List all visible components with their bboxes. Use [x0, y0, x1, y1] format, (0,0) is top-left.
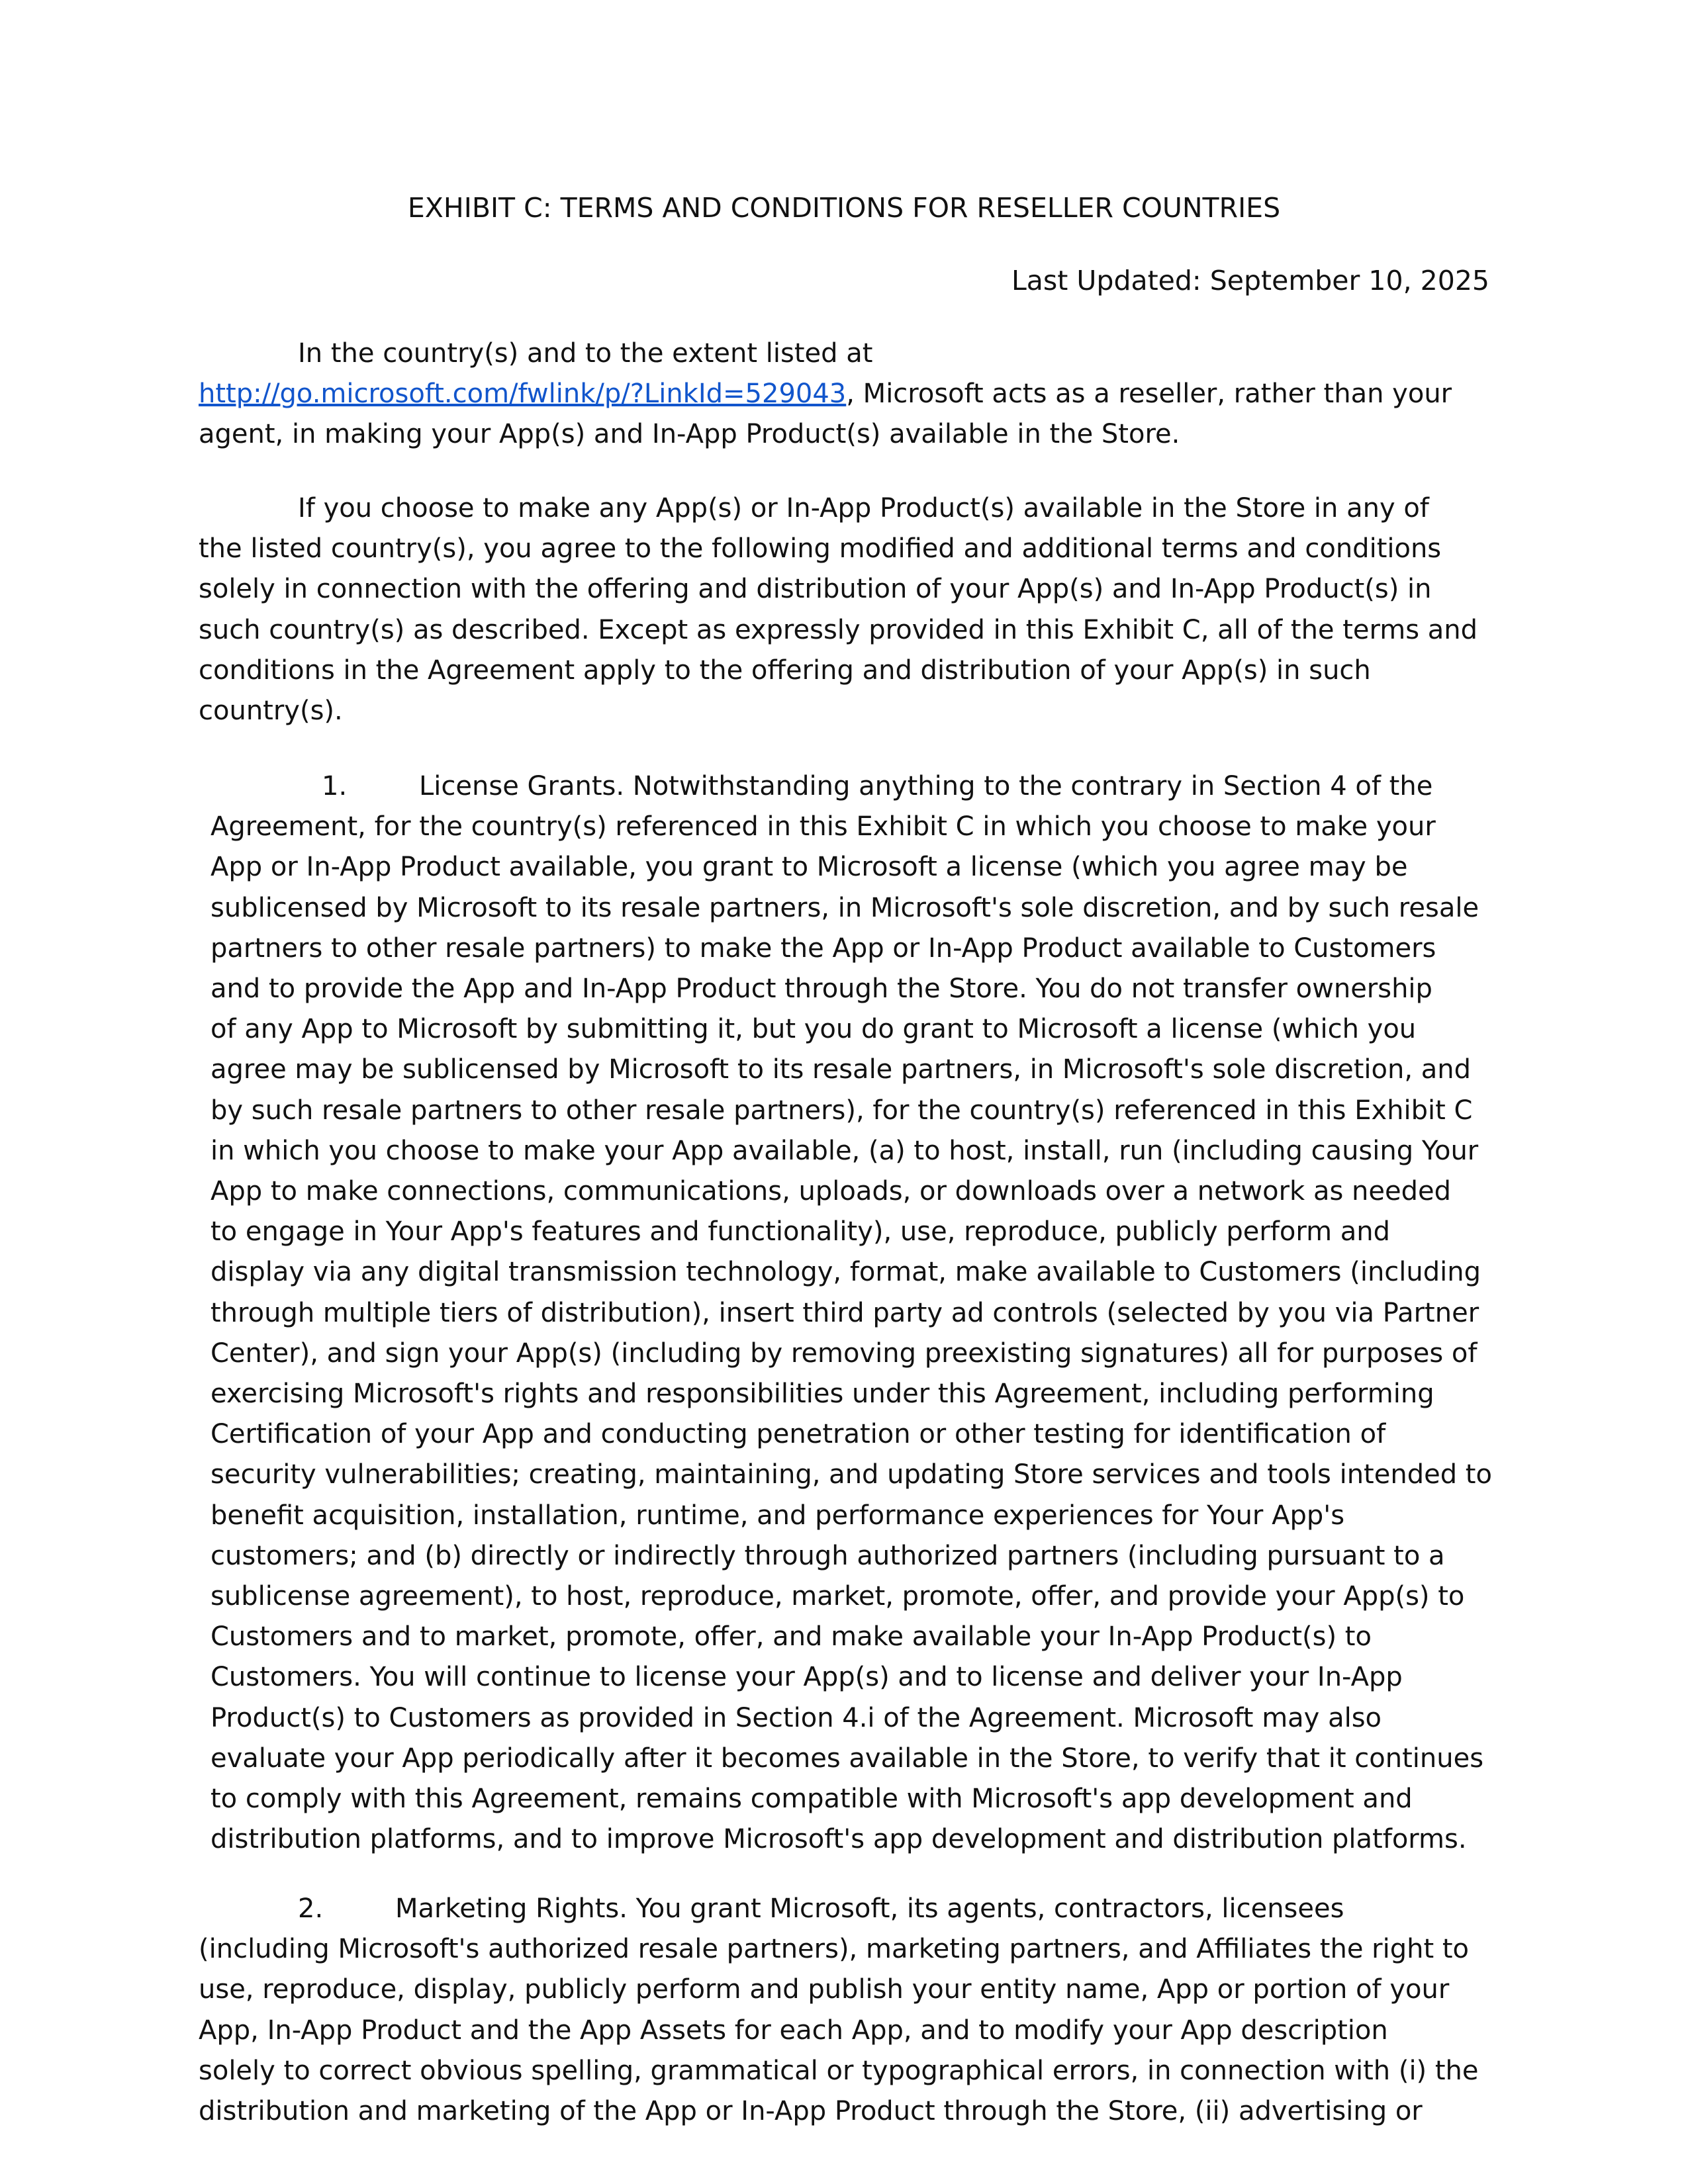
section-number: 2.	[298, 1893, 324, 1924]
section-line: sublicensed by Microsoft to its resale partners, in Microsoft's sole discretion, and by such resale	[211, 892, 1479, 923]
document-title: EXHIBIT C: TERMS AND CONDITIONS FOR RESELLER COUNTRIES	[407, 192, 1281, 224]
section-line: distribution platforms, and to improve Microsoft's app development and distribution platforms.	[211, 1824, 1467, 1855]
section-line: benefit acquisition, installation, runtime, and performance experiences for Your App's	[211, 1500, 1345, 1531]
section-number: 1.	[322, 771, 348, 801]
section-first-line: Marketing Rights. You grant Microsoft, its agents, contractors, licensees	[395, 1893, 1344, 1924]
section-line: evaluate your App periodically after it becomes available in the Store, to verify that it continues	[211, 1743, 1484, 1774]
section-line: by such resale partners to other resale partners), for the country(s) referenced in this Exhibit C	[211, 1095, 1473, 1126]
section-line: App to make connections, communications, uploads, or downloads over a network as needed	[211, 1176, 1451, 1207]
section-line: use, reproduce, display, publicly perform and publish your entity name, App or portion of your	[199, 1974, 1450, 2005]
paragraph-line: If you choose to make any App(s) or In-App Product(s) available in the Store in any of	[298, 493, 1429, 523]
intro-line-2-rest: , Microsoft acts as a reseller, rather than your	[846, 379, 1452, 410]
section-line: in which you choose to make your App available, (a) to host, install, run (including causing Your	[211, 1135, 1479, 1166]
section-line: Center), and sign your App(s) (including by removing preexisting signatures) all for purposes of	[211, 1338, 1477, 1369]
section-line: through multiple tiers of distribution), insert third party ad controls (selected by you via Partner	[211, 1297, 1479, 1328]
paragraph-line: conditions in the Agreement apply to the offering and distribution of your App(s) in such	[199, 655, 1371, 686]
intro-paragraph	[199, 334, 1489, 455]
section-line: Product(s) to Customers as provided in Section 4.i of the Agreement. Microsoft may also	[211, 1702, 1382, 1733]
section-line: Customers. You will continue to license your App(s) and to license and deliver your In-App	[211, 1662, 1403, 1693]
intro-line-1: In the country(s) and to the extent listed at	[298, 338, 873, 369]
section-line: agree may be sublicensed by Microsoft to its resale partners, in Microsoft's sole discretion, and	[211, 1054, 1472, 1085]
last-updated-date: Last Updated: September 10, 2025	[1011, 265, 1489, 296]
paragraph-line: country(s).	[199, 696, 343, 727]
section-line: Customers and to market, promote, offer, and make available your In-App Product(s) to	[211, 1621, 1372, 1653]
section-first-line: License Grants. Notwithstanding anything to the contrary in Section 4 of the	[419, 771, 1433, 801]
section-heading-line	[211, 766, 1501, 807]
section-marketing-rights	[199, 1889, 1489, 2132]
section-line: and to provide the App and In-App Product through the Store. You do not transfer ownership	[211, 974, 1432, 1005]
section-heading-line	[199, 1889, 1489, 1929]
section-line: Certification of your App and conducting penetration or other testing for identification of	[211, 1419, 1386, 1450]
intro-line-2	[199, 374, 1489, 414]
section-line: (including Microsoft's authorized resale partners), marketing partners, and Affiliates the right to	[199, 1934, 1470, 1965]
paragraph-line: such country(s) as described. Except as expressly provided in this Exhibit C, all of the terms and	[199, 614, 1478, 645]
section-line: to engage in Your App's features and functionality), use, reproduce, publicly perform and	[211, 1216, 1391, 1248]
section-line: sublicense agreement), to host, reproduce, market, promote, offer, and provide your App(s) to	[211, 1581, 1465, 1612]
section-line: App, In-App Product and the App Assets for each App, and to modify your App description	[199, 2015, 1388, 2046]
section-line: App or In-App Product available, you grant to Microsoft a license (which you agree may be	[211, 852, 1408, 883]
section-line: distribution and marketing of the App or In-App Product through the Store, (ii) advertising or	[199, 2096, 1423, 2127]
section-line: of any App to Microsoft by submitting it, but you do grant to Microsoft a license (which you	[211, 1014, 1417, 1045]
section-line: exercising Microsoft's rights and responsibilities under this Agreement, including performing	[211, 1379, 1434, 1410]
section-line: customers; and (b) directly or indirectly through authorized partners (including pursuant to a	[211, 1540, 1445, 1571]
section-license-grants	[211, 766, 1501, 1860]
section-line: partners to other resale partners) to make the App or In-App Product available to Customers	[211, 933, 1436, 964]
section-line: solely to correct obvious spelling, grammatical or typographical errors, in connection with (i) the	[199, 2055, 1479, 2086]
section-line: display via any digital transmission technology, format, make available to Customers (including	[211, 1257, 1481, 1288]
section-line: to comply with this Agreement, remains compatible with Microsoft's app development and	[211, 1784, 1413, 1815]
section-line: Agreement, for the country(s) referenced in this Exhibit C in which you choose to make your	[211, 811, 1436, 842]
section-line: security vulnerabilities; creating, maintaining, and updating Store services and tools intended to	[211, 1459, 1492, 1490]
intro-line-3: agent, in making your App(s) and In-App Product(s) available in the Store.	[199, 419, 1180, 450]
paragraph-line: the listed country(s), you agree to the following modified and additional terms and conditions	[199, 533, 1442, 565]
paragraph-line: solely in connection with the offering and distribution of your App(s) and In-App Product(s) in	[199, 574, 1432, 605]
offering-paragraph	[199, 488, 1489, 731]
reseller-countries-link[interactable]: http://go.microsoft.com/fwlink/p/?LinkId=529043	[199, 379, 847, 410]
